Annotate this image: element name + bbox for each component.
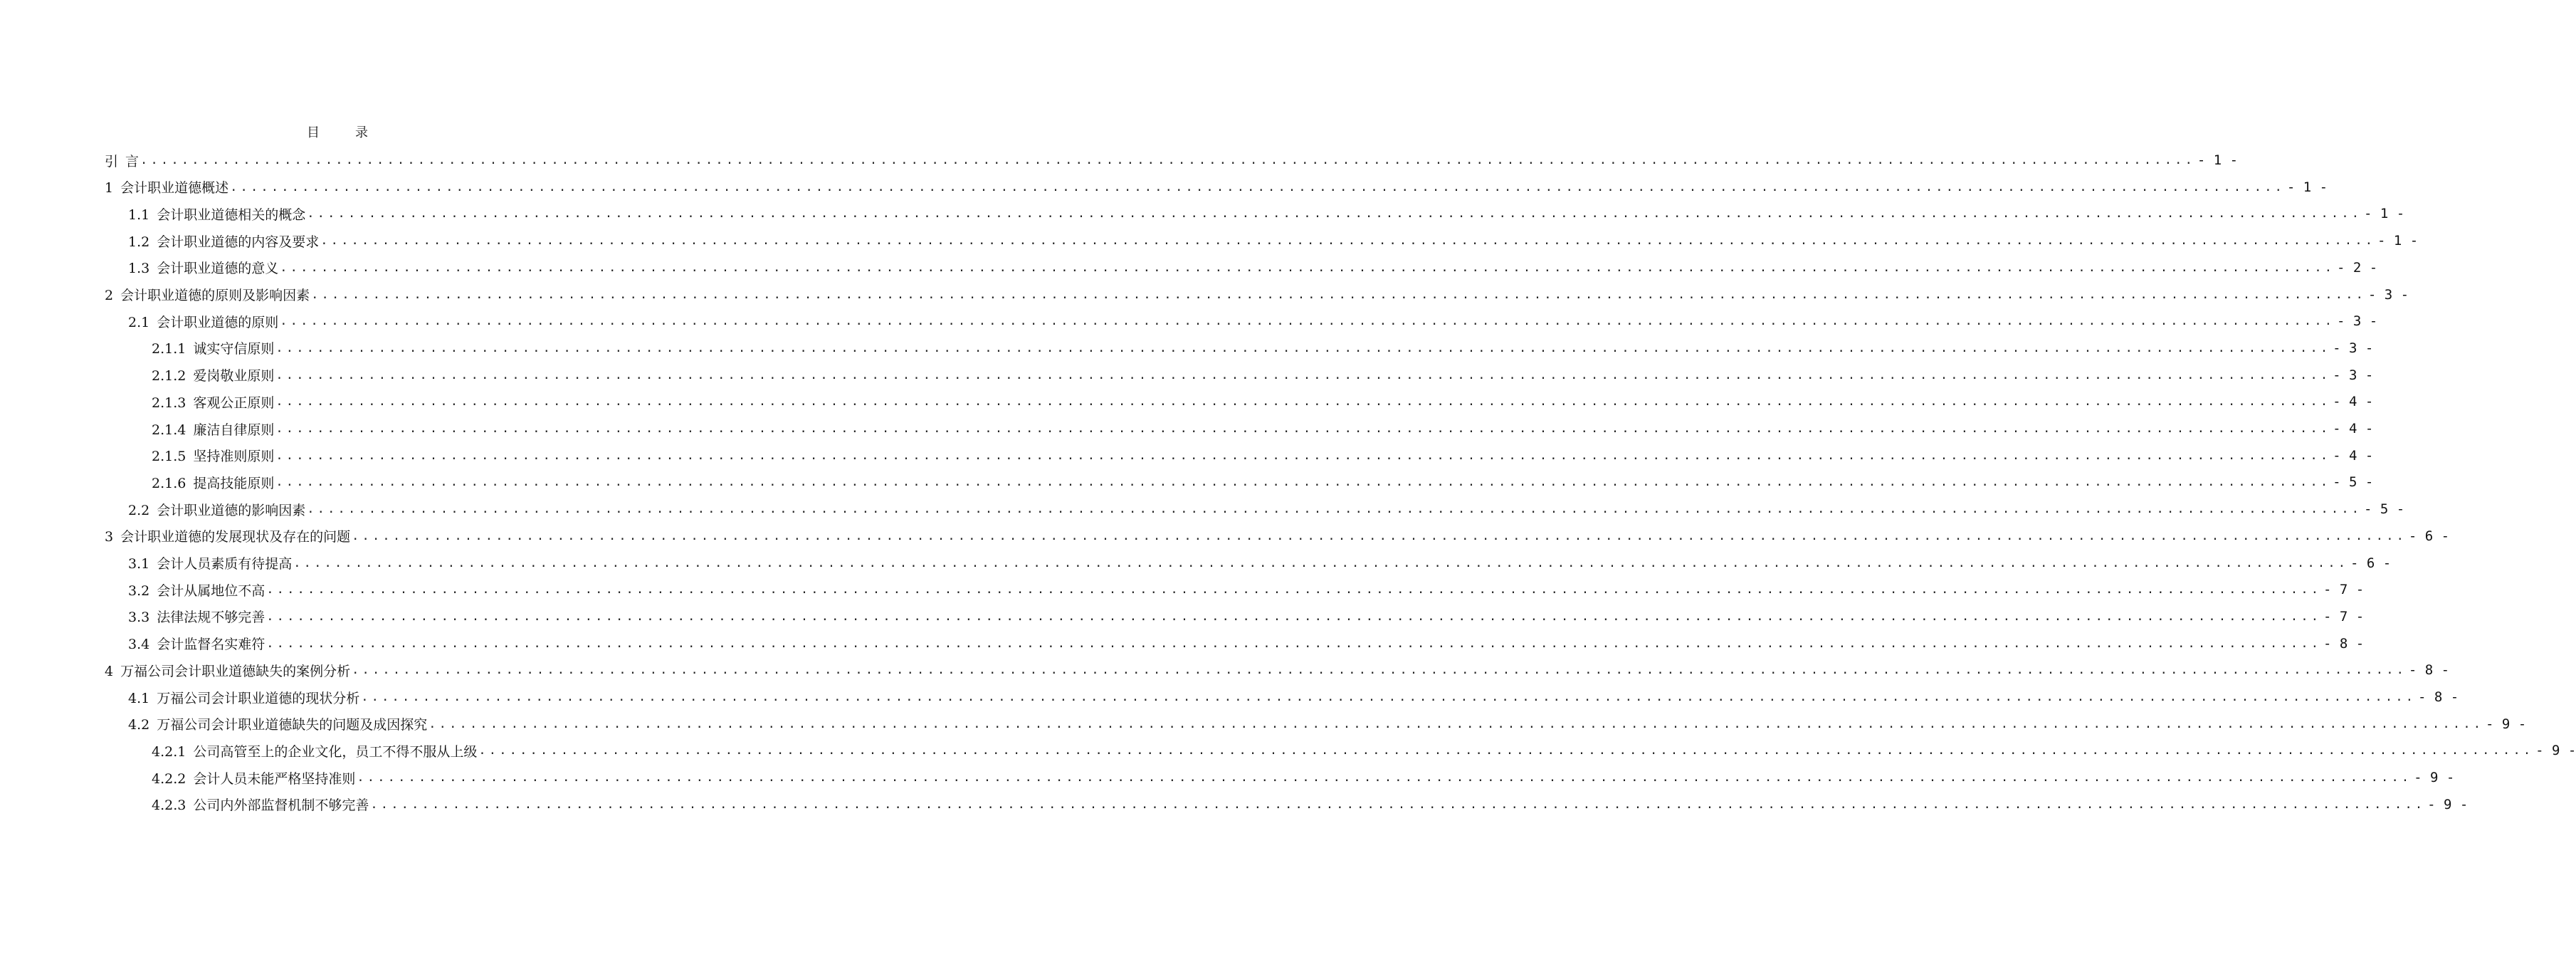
toc-entry-text: 爱岗敬业原则 — [193, 368, 275, 385]
toc-entry-number: 2.1.2 — [152, 368, 186, 385]
toc-entry-number: 2.1.3 — [152, 394, 186, 411]
toc-leader-dots: ........................................................................................................................................................................................................ — [275, 448, 2331, 463]
toc-page-number: - 1 - — [2377, 233, 2419, 249]
toc-entry-text: 会计监督名实难符 — [157, 637, 266, 653]
toc-page-number: - 1 - — [2286, 179, 2328, 195]
toc-entry-label — [128, 580, 265, 600]
toc-leader-dots: ........................................................................................................................................................................................................ — [307, 206, 2362, 221]
toc-leader-dots: ........................................................................................................................................................................................................ — [307, 502, 2362, 517]
toc-leader-dots: ........................................................................................................................................................................................................ — [280, 314, 2335, 329]
toc-entry-number: 3 — [105, 529, 114, 545]
toc-entry-text: 言 — [125, 153, 140, 169]
toc-entry-label — [152, 768, 355, 788]
toc-leader-dots: ........................................................................................................................................................................................................ — [357, 770, 2412, 785]
toc-leader-dots: ........................................................................................................................................................................................................ — [266, 582, 2322, 597]
toc-entry-number: 3.3 — [128, 610, 150, 626]
toc-entry-label — [152, 795, 369, 814]
toc-entry-number: 1.3 — [128, 261, 150, 277]
toc-entry-number: 2.2 — [128, 502, 150, 518]
toc-entry[interactable] — [105, 174, 2328, 201]
toc-entry[interactable] — [152, 362, 2374, 389]
toc-entry-label — [152, 392, 274, 412]
toc-entry[interactable] — [152, 469, 2374, 496]
toc-entry[interactable] — [128, 630, 2365, 657]
toc-entry-label — [128, 714, 427, 733]
toc-entry-text: 会计职业道德相关的概念 — [157, 206, 306, 223]
toc-entry-label — [152, 419, 274, 439]
toc-leader-dots: ........................................................................................................................................................................................................ — [140, 153, 2196, 167]
toc-entry-number: 4.2 — [128, 717, 150, 733]
toc-leader-dots: ........................................................................................................................................................................................................ — [266, 609, 2322, 624]
toc-leader-dots: ........................................................................................................................................................................................................ — [275, 367, 2331, 382]
toc-page-number: - 8 - — [2323, 635, 2365, 652]
toc-entry-number: 2.1.4 — [152, 422, 186, 438]
toc-page-number: - 8 - — [2408, 662, 2450, 679]
toc-entry-number: 2 — [105, 288, 114, 303]
toc-title-right: 录 — [355, 125, 369, 140]
toc-entry-text: 坚持准则原则 — [193, 449, 275, 465]
toc-leader-dots: ........................................................................................................................................................................................................ — [275, 475, 2331, 490]
toc-entry-label — [152, 338, 274, 357]
toc-entry-number: 4.2.2 — [152, 770, 186, 787]
toc-entry-number: 4.1 — [128, 690, 150, 706]
toc-entry[interactable] — [152, 442, 2374, 469]
toc-leader-dots: ........................................................................................................................................................................................................ — [370, 797, 2426, 812]
toc-page-number: - 9 - — [2414, 770, 2455, 786]
toc-leader-dots: ........................................................................................................................................................................................................ — [429, 716, 2484, 731]
toc-entry-number: 3.2 — [128, 582, 150, 599]
toc-entry-text: 会计人员素质有待提高 — [157, 556, 293, 572]
toc-leader-dots: ........................................................................................................................................................................................................ — [275, 394, 2331, 409]
toc-entry-label — [128, 688, 359, 707]
toc-title — [0, 122, 676, 141]
toc-entry-label — [128, 553, 292, 572]
toc-entry-number: 2.1.1 — [152, 341, 186, 357]
toc-entry-number: 4 — [105, 663, 114, 679]
toc-entry-text: 会计职业道德概述 — [120, 180, 229, 197]
toc-entry-text: 万福公司会计职业道德缺失的案例分析 — [120, 663, 351, 679]
toc-entry-label — [128, 312, 278, 331]
toc-entry-text: 法律法规不够完善 — [157, 610, 266, 626]
toc-leader-dots: ........................................................................................................................................................................................................ — [361, 690, 2417, 704]
toc-entry[interactable] — [128, 603, 2365, 630]
toc-entry-number: 1.1 — [128, 206, 150, 223]
toc-entry-text: 会计职业道德的内容及要求 — [157, 234, 320, 250]
toc-leader-dots: ........................................................................................................................................................................................................ — [293, 555, 2349, 570]
toc-entry[interactable] — [152, 335, 2374, 362]
toc-page-number: - 3 - — [2333, 367, 2374, 383]
toc-entry-label — [105, 151, 139, 170]
toc-entry-text: 会计从属地位不高 — [157, 582, 266, 599]
toc-entry-text: 公司高管至上的企业文化，员工不得不服从上级 — [193, 743, 478, 760]
toc-entry-label — [105, 526, 350, 545]
toc-page-number: - 5 - — [2364, 501, 2405, 518]
toc-entry-number: 2.1.5 — [152, 449, 186, 465]
toc-entry[interactable] — [152, 415, 2374, 442]
toc-page-number: - 2 - — [2337, 259, 2378, 276]
toc-leader-dots: ........................................................................................................................................................................................................ — [230, 179, 2286, 194]
toc-entry-number: 2.1.6 — [152, 475, 186, 491]
toc-entry-label — [152, 741, 477, 760]
toc-page-number: - 1 - — [2197, 152, 2239, 168]
toc-entry-number: 1.2 — [128, 234, 150, 250]
toc-entry-text: 提高技能原则 — [193, 475, 275, 491]
toc-entry-label — [128, 258, 278, 277]
toc-entry-label — [105, 285, 310, 304]
toc-leader-dots: ........................................................................................................................................................................................................ — [320, 234, 2376, 249]
toc-leader-dots: ........................................................................................................................................................................................................ — [280, 260, 2335, 275]
toc-entry[interactable] — [128, 308, 2378, 335]
toc-entry[interactable] — [128, 684, 2459, 711]
toc-entry[interactable] — [128, 200, 2405, 227]
toc-page-number: - 4 - — [2333, 394, 2374, 410]
toc-page-number: - 4 - — [2333, 421, 2374, 436]
toc-entry[interactable] — [105, 657, 2450, 684]
toc-entry[interactable] — [105, 147, 2239, 174]
toc-entry-number: 4.2.1 — [152, 743, 186, 760]
toc-entry-text: 诚实守信原则 — [193, 341, 275, 357]
toc-leader-dots: ........................................................................................................................................................................................................ — [352, 528, 2407, 543]
toc-leader-dots: ........................................................................................................................................................................................................ — [352, 663, 2407, 678]
toc-entry-text: 会计职业道德的发展现状及存在的问题 — [120, 529, 351, 545]
toc-page-number: - 7 - — [2323, 582, 2365, 598]
toc-entry-label — [128, 500, 305, 519]
toc-page-number: - 9 - — [2535, 743, 2576, 759]
toc-leader-dots: ........................................................................................................................................................................................................ — [478, 743, 2534, 758]
toc-entry-text: 会计职业道德的原则及影响因素 — [120, 288, 310, 303]
toc-page-number: - 6 - — [2408, 528, 2450, 544]
toc-entry-number: 3.4 — [128, 637, 150, 653]
toc-leader-dots: ........................................................................................................................................................................................................ — [275, 340, 2331, 355]
toc-entry[interactable] — [128, 550, 2392, 577]
toc-entry-text: 会计人员未能严格坚持准则 — [193, 770, 356, 787]
toc-entry-number: 1 — [105, 180, 114, 197]
toc-entry-label — [128, 204, 305, 224]
toc-entry-label — [128, 634, 265, 653]
toc-entry[interactable] — [128, 227, 2419, 254]
toc-page-number: - 9 - — [2427, 796, 2469, 812]
toc-entry-text: 万福公司会计职业道德的现状分析 — [157, 690, 360, 706]
toc-entry-label — [128, 607, 265, 626]
toc-entry-number: 3.1 — [128, 556, 150, 572]
toc-entry-text: 廉洁自律原则 — [193, 422, 275, 438]
toc-entry[interactable] — [105, 281, 2409, 308]
toc-entry-label — [152, 473, 274, 492]
toc-entry-text: 会计职业道德的意义 — [157, 261, 279, 277]
toc-leader-dots: ........................................................................................................................................................................................................ — [275, 422, 2331, 436]
toc-entry[interactable] — [128, 496, 2405, 523]
toc-page-number: - 3 - — [2333, 340, 2374, 356]
toc-title-left: 目 — [307, 125, 321, 140]
toc-entry[interactable] — [128, 711, 2527, 738]
toc-entry[interactable] — [128, 576, 2365, 603]
toc-page-number: - 8 - — [2418, 689, 2459, 705]
toc-page-number: - 7 - — [2323, 608, 2365, 624]
toc-entry-label — [152, 365, 274, 385]
toc-entry-text: 客观公正原则 — [193, 394, 275, 411]
toc-page-number: - 5 - — [2333, 474, 2374, 491]
toc-page-number: - 9 - — [2486, 716, 2527, 732]
toc-entry-label — [105, 177, 228, 197]
toc-leader-dots: ........................................................................................................................................................................................................ — [311, 287, 2367, 302]
toc-entry-number: 2.1 — [128, 314, 150, 330]
toc-entry-text: 会计职业道德的原则 — [157, 314, 279, 330]
toc-entry-label — [128, 231, 319, 251]
toc-entry-number: 4.2.3 — [152, 798, 186, 814]
toc-entry-label — [152, 446, 274, 465]
toc-entry[interactable] — [128, 254, 2378, 281]
toc-entry[interactable] — [105, 523, 2450, 550]
toc-page-number: - 1 - — [2364, 206, 2405, 222]
toc-entry[interactable] — [152, 737, 2576, 764]
toc-page-number: - 4 - — [2333, 447, 2374, 464]
toc-page-number: - 6 - — [2350, 555, 2392, 571]
toc-page-number: - 3 - — [2367, 286, 2409, 303]
toc-entry-text: 万福公司会计职业道德缺失的问题及成因探究 — [157, 717, 428, 733]
toc-entry[interactable] — [152, 764, 2455, 791]
toc-page-number: - 3 - — [2337, 313, 2378, 330]
toc-entry[interactable] — [152, 791, 2469, 818]
toc-entry-text: 会计职业道德的影响因素 — [157, 502, 306, 518]
toc-entry-label — [105, 661, 350, 680]
toc-entry[interactable] — [152, 388, 2374, 415]
toc-leader-dots: ........................................................................................................................................................................................................ — [266, 636, 2322, 651]
toc-entry-number: 引 — [105, 153, 119, 169]
toc-entry-text: 公司内外部监督机制不够完善 — [193, 798, 369, 814]
